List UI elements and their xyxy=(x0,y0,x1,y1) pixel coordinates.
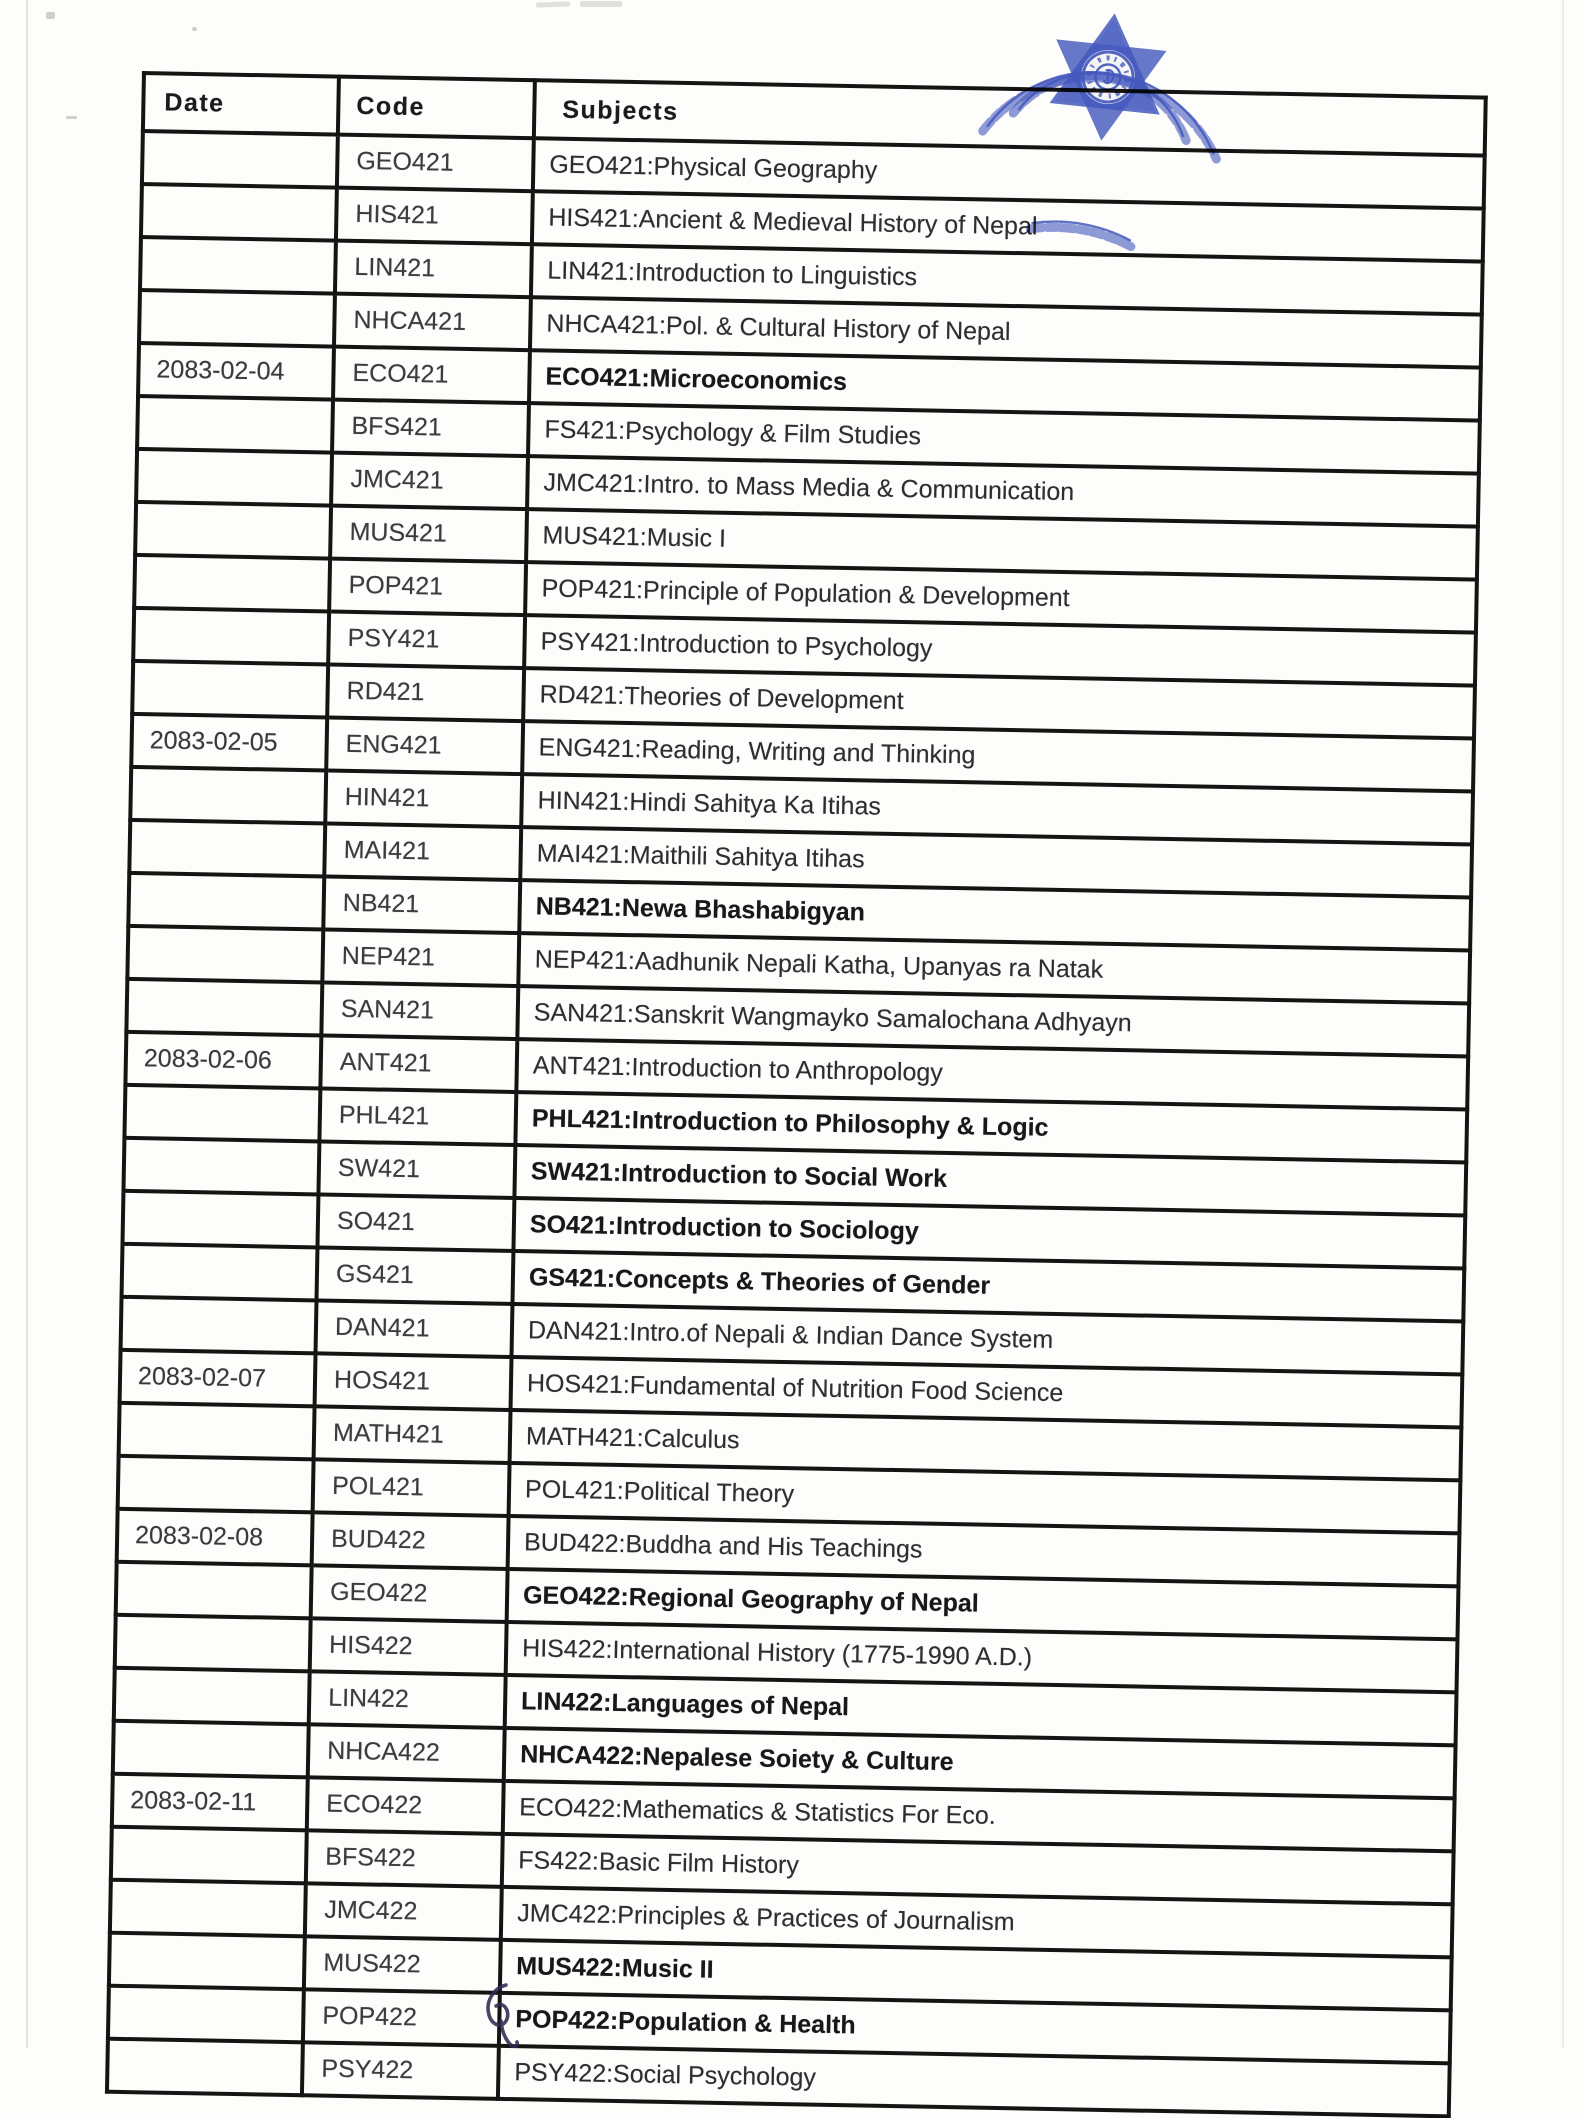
date-cell xyxy=(111,1827,307,1884)
code-cell: SO421 xyxy=(317,1194,514,1251)
code-cell: MUS422 xyxy=(304,1936,501,1993)
date-cell xyxy=(126,979,322,1036)
date-cell xyxy=(123,1138,319,1195)
scan-smudge xyxy=(536,1,570,7)
subject-cell: NHCA421:Pol. & Cultural History of Nepal xyxy=(530,297,1482,367)
code-cell: ECO422 xyxy=(307,1777,504,1834)
code-cell: MATH421 xyxy=(314,1406,511,1463)
subject-cell: ECO422:Mathematics & Statistics For Eco. xyxy=(503,1781,1455,1851)
subject-cell: JMC422:Principles & Practices of Journalism xyxy=(501,1887,1453,1957)
scan-speck xyxy=(66,116,77,119)
scan-edge-line xyxy=(26,0,28,2048)
subject-cell: MUS422:Music II xyxy=(500,1940,1452,2010)
subject-cell: HOS421:Fundamental of Nutrition Food Science xyxy=(511,1357,1463,1427)
date-cell xyxy=(108,1986,304,2043)
subject-cell: PSY422:Social Psychology xyxy=(498,2046,1450,2116)
code-cell: PSY421 xyxy=(328,612,525,669)
subject-cell: NHCA422:Nepalese Soiety & Culture xyxy=(504,1728,1456,1798)
code-cell: NEP421 xyxy=(322,929,519,986)
subject-cell: PSY421:Introduction to Psychology xyxy=(524,615,1476,685)
code-cell: ENG421 xyxy=(326,718,523,775)
date-cell xyxy=(116,1562,312,1619)
subject-cell: HIS422:International History (1775-1990 A.D.) xyxy=(506,1622,1458,1692)
date-cell xyxy=(109,1933,305,1990)
date-cell xyxy=(121,1297,317,1354)
code-cell: SW421 xyxy=(318,1141,515,1198)
code-cell: GEO422 xyxy=(311,1565,508,1622)
date-cell: 2083-02-04 xyxy=(138,343,334,400)
subject-cell: DAN421:Intro.of Nepali & Indian Dance System xyxy=(511,1304,1463,1374)
code-cell: JMC422 xyxy=(305,1883,502,1940)
code-cell: HIS421 xyxy=(336,188,533,245)
subject-cell: JMC421:Intro. to Mass Media & Communication xyxy=(527,456,1479,526)
subject-cell: SW421:Introduction to Social Work xyxy=(514,1145,1466,1215)
code-cell: LIN421 xyxy=(335,241,532,298)
column-header-date: Date xyxy=(143,73,339,135)
subject-cell: HIN421:Hindi Sahitya Ka Itihas xyxy=(521,774,1473,844)
code-cell: BUD422 xyxy=(312,1512,509,1569)
code-cell: HOS421 xyxy=(315,1353,512,1410)
exam-schedule-table xyxy=(105,71,1488,2118)
scan-speck xyxy=(192,27,197,31)
code-cell: DAN421 xyxy=(316,1300,513,1357)
subject-cell: SAN421:Sanskrit Wangmayko Samalochana Adhyayn xyxy=(517,986,1469,1056)
date-cell xyxy=(107,2039,303,2096)
subject-cell: LIN421:Introduction to Linguistics xyxy=(531,244,1483,314)
date-cell: 2083-02-05 xyxy=(131,714,327,771)
date-cell xyxy=(123,1191,319,1248)
subject-cell: NB421:Newa Bhashabigyan xyxy=(519,880,1471,950)
column-header-code: Code xyxy=(338,77,535,139)
code-cell: ANT421 xyxy=(320,1035,517,1092)
date-cell xyxy=(122,1244,318,1301)
date-cell xyxy=(135,502,331,559)
code-cell: POL421 xyxy=(313,1459,510,1516)
code-cell: POP422 xyxy=(303,1989,500,2046)
subject-cell: FS421:Psychology & Film Studies xyxy=(528,403,1480,473)
date-cell xyxy=(141,184,337,241)
date-cell xyxy=(139,290,335,347)
subject-cell: GEO421:Physical Geography xyxy=(533,138,1485,208)
date-cell xyxy=(124,1085,320,1142)
code-cell: RD421 xyxy=(327,665,524,722)
date-cell: 2083-02-07 xyxy=(120,1350,316,1407)
date-cell xyxy=(136,449,332,506)
date-cell xyxy=(129,820,325,877)
code-cell: GS421 xyxy=(317,1247,514,1304)
subject-cell: MATH421:Calculus xyxy=(510,1410,1462,1480)
subject-cell: ECO421:Microeconomics xyxy=(529,350,1481,420)
scan-edge-line xyxy=(1562,0,1564,2048)
code-cell: PHL421 xyxy=(319,1088,516,1145)
subject-cell: POP422:Population & Health xyxy=(499,1993,1451,2063)
subject-cell: LIN422:Languages of Nepal xyxy=(505,1675,1457,1745)
code-cell: HIS422 xyxy=(310,1618,507,1675)
code-cell: BFS421 xyxy=(332,400,529,457)
subject-cell: FS422:Basic Film History xyxy=(502,1834,1454,1904)
code-cell: ECO421 xyxy=(333,347,530,404)
exam-schedule-table-wrap xyxy=(105,71,1488,2118)
code-cell: MUS421 xyxy=(330,506,527,563)
subject-cell: BUD422:Buddha and His Teachings xyxy=(508,1516,1460,1586)
date-cell xyxy=(132,661,328,718)
scan-smudge xyxy=(580,1,622,7)
code-cell: LIN422 xyxy=(309,1671,506,1728)
subject-cell: PHL421:Introduction to Philosophy & Logic xyxy=(515,1092,1467,1162)
date-cell: 2083-02-06 xyxy=(125,1032,321,1089)
subject-cell: NEP421:Aadhunik Nepali Katha, Upanyas ra Natak xyxy=(518,933,1470,1003)
date-cell xyxy=(137,396,333,453)
subject-cell: SO421:Introduction to Sociology xyxy=(513,1198,1465,1268)
subject-cell: MUS421:Music I xyxy=(526,509,1478,579)
code-cell: NB421 xyxy=(323,876,520,933)
code-cell: NHCA422 xyxy=(308,1724,505,1781)
date-cell xyxy=(130,767,326,824)
date-cell xyxy=(134,555,330,612)
date-cell xyxy=(133,608,329,665)
subject-cell: RD421:Theories of Development xyxy=(523,668,1475,738)
date-cell xyxy=(114,1668,310,1725)
code-cell: GEO421 xyxy=(337,135,534,192)
subject-cell: ENG421:Reading, Writing and Thinking xyxy=(522,721,1474,791)
code-cell: MAI421 xyxy=(324,823,521,880)
subject-cell: HIS421:Ancient & Medieval History of Nepal xyxy=(532,191,1484,261)
date-cell xyxy=(127,926,323,983)
code-cell: SAN421 xyxy=(321,982,518,1039)
subject-cell: GEO422:Regional Geography of Nepal xyxy=(507,1569,1459,1639)
code-cell: POP421 xyxy=(329,559,526,616)
code-cell: BFS422 xyxy=(306,1830,503,1887)
subject-cell: POP421:Principle of Population & Development xyxy=(525,562,1477,632)
scan-speck xyxy=(46,12,55,19)
date-cell xyxy=(142,131,338,188)
code-cell: JMC421 xyxy=(331,453,528,510)
date-cell xyxy=(113,1721,309,1778)
subject-cell: GS421:Concepts & Theories of Gender xyxy=(512,1251,1464,1321)
date-cell xyxy=(118,1456,314,1513)
code-cell: PSY422 xyxy=(302,2042,499,2099)
date-cell: 2083-02-11 xyxy=(112,1774,308,1831)
date-cell xyxy=(128,873,324,930)
code-cell: HIN421 xyxy=(325,770,522,827)
subject-cell: ANT421:Introduction to Anthropology xyxy=(516,1039,1468,1109)
column-header-subjects: Subjects xyxy=(534,80,1486,155)
schedule-table-body xyxy=(107,131,1485,2116)
date-cell xyxy=(115,1615,311,1672)
date-cell: 2083-02-08 xyxy=(117,1509,313,1566)
code-cell: NHCA421 xyxy=(334,294,531,351)
subject-cell: POL421:Political Theory xyxy=(509,1463,1461,1533)
date-cell xyxy=(140,237,336,294)
date-cell xyxy=(119,1403,315,1460)
date-cell xyxy=(110,1880,306,1937)
subject-cell: MAI421:Maithili Sahitya Itihas xyxy=(520,827,1472,897)
